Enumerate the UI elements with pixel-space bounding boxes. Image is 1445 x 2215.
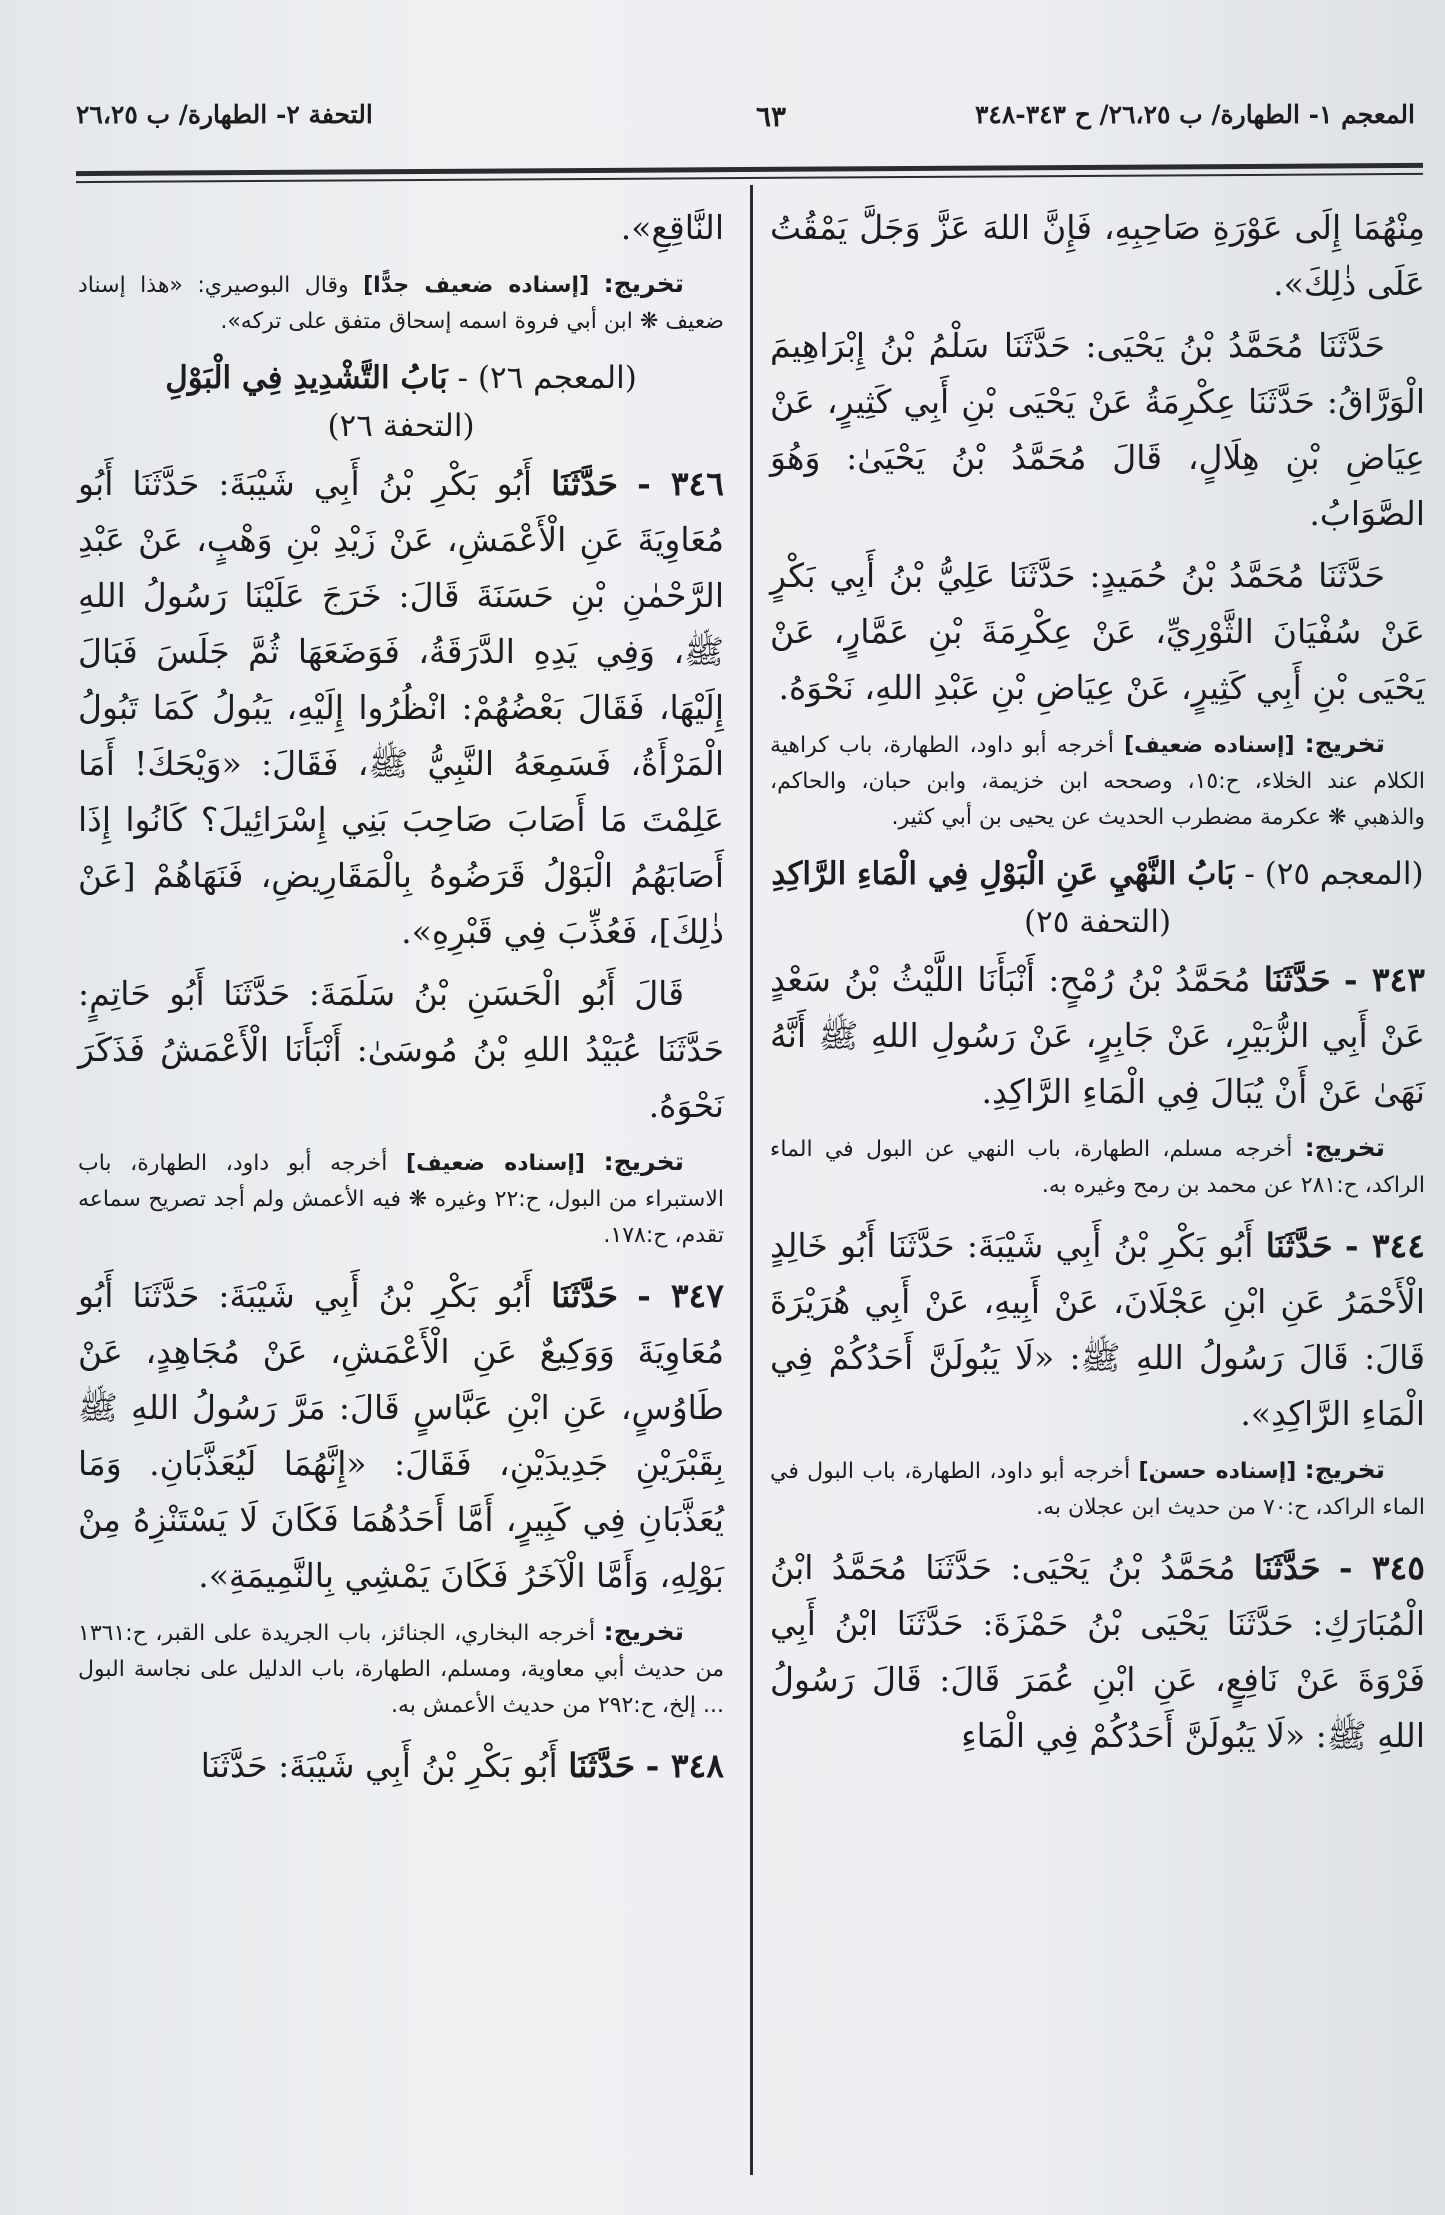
takhrij-note xyxy=(770,1452,1425,1526)
hadith-number: ٣٤٧ - xyxy=(637,1276,725,1315)
takhrij-text: أخرجه أبو داود، الطهارة، باب الاستبراء من البول، ح:٢٢ وغيره ❋ فيه الأعمش ولم أجد تصريح سماعه تقدم، ح:١٧٨. xyxy=(78,1151,724,1248)
chapter-heading xyxy=(78,354,724,450)
continued-text: مِنْهُمَا إِلَى عَوْرَةِ صَاحِبِهِ، فَإِنَّ اللهَ عَزَّ وَجَلَّ يَمْقُتُ عَلَى ذٰلِكَ». xyxy=(770,208,1425,303)
chapter-mujam-number: (المعجم ٢٥) - xyxy=(1244,856,1424,892)
takhrij-label: تخريج: xyxy=(603,1147,685,1176)
isnad-grade: [إسناده ضعيف] xyxy=(406,1151,585,1176)
hadith-347 xyxy=(78,1268,724,1604)
hadith-text: أَبُو بَكْرِ بْنُ أَبِي شَيْبَةَ: حَدَّثَنَا أَبُو مُعَاوِيَةَ وَوَكِيعٌ عَنِ الْأَعْمَشِ، عَنْ مُجَاهِدٍ، عَنْ طَاوُسٍ، عَنِ ابْنِ عَبَّاسٍ قَالَ: مَرَّ رَسُولُ اللهِ ﷺ بِقَبْرَيْنِ جَدِيدَيْنِ، فَقَالَ: «إِنَّهُمَا لَيُعَذَّبَانِ. وَمَا يُعَذَّبَانِ فِي كَبِيرٍ، أَمَّا أَحَدُهُمَا فَكَانَ لَا يَسْتَنْزِهُ مِنْ بَوْلِهِ، وَأَمَّا الْآخَرُ فَكَانَ يَمْشِي بِالنَّمِيمَةِ». xyxy=(78,1276,724,1595)
hadith-lead: حَدَّثَنَا xyxy=(551,1276,619,1315)
hadith-text: أَبُو بَكْرِ بْنُ أَبِي شَيْبَةَ: حَدَّثَنَا أَبُو خَالِدٍ الْأَحْمَرُ عَنِ ابْنِ عَجْلَانَ، عَنْ أَبِيهِ، عَنْ أَبِي هُرَيْرَةَ قَالَ: قَالَ رَسُولُ اللهِ ﷺ: «لَا يَبُولَنَّ أَحَدُكُمْ فِي الْمَاءِ الرَّاكِدِ». xyxy=(770,1226,1425,1433)
takhrij-text: أخرجه أبو داود، الطهارة، باب كراهية الكلام عند الخلاء، ح:١٥، وصححه ابن خزيمة، وابن حبان، والحاكم، والذهبي ❋ عكرمة مضطرب الحديث عن يحيى بن أبي كثير. xyxy=(770,733,1425,830)
hadith-344 xyxy=(770,1218,1425,1442)
takhrij-label: تخريج: xyxy=(1304,1455,1386,1484)
hadith-lead: حَدَّثَنَا xyxy=(1265,1226,1333,1265)
hadith-number: ٣٤٥ - xyxy=(1338,1548,1425,1587)
header-tuhfa-ref: التحفة ٢- الطهارة/ ب ٢٦،٢٥ xyxy=(76,100,373,129)
header-mujam-ref: المعجم ١- الطهارة/ ب ٢٦،٢٥/ ح ٣٤٣-٣٤٨ xyxy=(975,100,1415,129)
chapter-title: بَابُ التَّشْدِيدِ فِي الْبَوْلِ xyxy=(165,360,448,396)
chapter-tuhfa-number: (التحفة ٢٥) xyxy=(1023,904,1172,940)
continued-text: النَّاقِعِ». xyxy=(620,208,724,247)
hadith-text: أَبُو بَكْرِ بْنُ أَبِي شَيْبَةَ: حَدَّثَنَا xyxy=(200,1746,558,1785)
takhrij-note xyxy=(770,726,1425,836)
hadith-text: مُحَمَّدُ بْنُ رُمْحٍ: أَنْبَأَنَا اللَّيْثُ بْنُ سَعْدٍ عَنْ أَبِي الزُّبَيْرِ، عَنْ جَابِرٍ، عَنْ رَسُولِ اللهِ ﷺ أَنَّهُ نَهَىٰ عَنْ أَنْ يُبَالَ فِي الْمَاءِ الرَّاكِدِ. xyxy=(770,960,1425,1111)
hadith-lead: حَدَّثَنَا xyxy=(1263,960,1331,999)
hadith-346 xyxy=(78,456,724,960)
chapter-tuhfa-number: (التحفة ٢٦) xyxy=(327,408,475,444)
takhrij-label: تخريج: xyxy=(1304,1133,1386,1162)
takhrij-text: وقال البوصيري: «هذا إسناد ضعيف ❋ ابن أبي فروة اسمه إسحاق متفق على تركه». xyxy=(78,273,724,334)
isnad-grade: [إسناده ضعيف] xyxy=(1124,733,1295,758)
hadith-chain: قَالَ أَبُو الْحَسَنِ بْنُ سَلَمَةَ: حَدَّثَنَا أَبُو حَاتِمٍ: حَدَّثَنَا عُبَيْدُ اللهِ بْنُ مُوسَىٰ: أَنْبَأَنَا الْأَعْمَشُ فَذَكَرَ نَحْوَهُ. xyxy=(78,974,724,1125)
page-number: ٦٣ xyxy=(756,100,787,133)
hadith-348 xyxy=(78,1738,724,1794)
takhrij-label: تخريج: xyxy=(603,1617,685,1646)
hadith-number: ٣٤٤ - xyxy=(1344,1226,1425,1265)
takhrij-note xyxy=(78,1144,724,1254)
chapter-mujam-number: (المعجم ٢٦) - xyxy=(457,360,637,396)
hadith-text: أَبُو بَكْرِ بْنُ أَبِي شَيْبَةَ: حَدَّثَنَا أَبُو مُعَاوِيَةَ عَنِ الْأَعْمَشِ، عَنْ زَيْدِ بْنِ وَهْبٍ، عَنْ عَبْدِ الرَّحْمٰنِ بْنِ حَسَنَةَ قَالَ: خَرَجَ عَلَيْنَا رَسُولُ اللهِ ﷺ، وَفِي يَدِهِ الدَّرَقَةُ، فَوَضَعَهَا ثُمَّ جَلَسَ فَبَالَ إِلَيْهَا، فَقَالَ بَعْضُهُمْ: انْظُرُوا إِلَيْهِ، يَبُولُ كَمَا تَبُولُ الْمَرْأَةُ، فَسَمِعَهُ النَّبِيُّ ﷺ، فَقَالَ: «وَيْحَكَ! أَمَا عَلِمْتَ مَا أَصَابَ صَاحِبَ بَنِي إِسْرَائِيلَ؟ كَانُوا إِذَا أَصَابَهُمُ الْبَوْلُ قَرَضُوهُ بِالْمَقَارِيضِ، فَنَهَاهُمْ [عَنْ ذٰلِكَ]، فَعُذِّبَ فِي قَبْرِهِ». xyxy=(78,464,724,951)
takhrij-label: تخريج: xyxy=(1304,729,1386,758)
right-column xyxy=(770,200,1425,1770)
hadith-lead: حَدَّثَنَا xyxy=(1253,1548,1321,1587)
hadith-chain: حَدَّثَنَا مُحَمَّدُ بْنُ يَحْيَى: حَدَّثَنَا سَلْمُ بْنُ إِبْرَاهِيمَ الْوَرَّاقُ: حَدَّثَنَا عِكْرِمَةُ عَنْ يَحْيَى بْنِ أَبِي كَثِيرٍ، عَنْ عِيَاضِ بْنِ هِلَالٍ، قَالَ مُحَمَّدُ بْنُ يَحْيَىٰ: وَهُوَ الصَّوَابُ. xyxy=(770,326,1425,533)
takhrij-text: أخرجه أبو داود، الطهارة، باب البول في الماء الراكد، ح:٧٠ من حديث ابن عجلان به. xyxy=(770,1459,1425,1520)
takhrij-text: أخرجه البخاري، الجنائز، باب الجريدة على القبر، ح:١٣٦١ من حديث أبي معاوية، ومسلم، الطهارة، باب الدليل على نجاسة البول ... إلخ، ح:٢٩٢ من حديث الأعمش به. xyxy=(78,1621,724,1718)
chapter-heading xyxy=(770,850,1425,946)
hadith-number: ٣٤٣ - xyxy=(1343,960,1426,999)
hadith-text: مُحَمَّدُ بْنُ يَحْيَى: حَدَّثَنَا مُحَمَّدُ ابْنُ الْمُبَارَكِ: حَدَّثَنَا يَحْيَى بْنُ حَمْزَةَ: حَدَّثَنَا ابْنُ أَبِي فَرْوَةَ عَنْ نَافِعٍ، عَنِ ابْنِ عُمَرَ قَالَ: قَالَ رَسُولُ اللهِ ﷺ: «لَا يَبُولَنَّ أَحَدُكُمْ فِي الْمَاءِ xyxy=(770,1548,1425,1755)
left-column xyxy=(78,200,724,1800)
isnad-grade: [إسناده حسن] xyxy=(1138,1459,1297,1484)
takhrij-label: تخريج: xyxy=(603,269,684,298)
hadith-lead: حَدَّثَنَا xyxy=(551,464,619,503)
takhrij-note xyxy=(770,1130,1425,1204)
takhrij-note xyxy=(78,266,724,340)
hadith-number: ٣٤٨ - xyxy=(645,1746,724,1785)
running-head xyxy=(76,100,1415,140)
isnad-grade: [إسناده ضعيف جدًّا] xyxy=(363,273,590,298)
hadith-number: ٣٤٦ - xyxy=(637,464,725,503)
hadith-345 xyxy=(770,1540,1425,1764)
chapter-title: بَابُ النَّهْيِ عَنِ الْبَوْلِ فِي الْمَاءِ الرَّاكِدِ xyxy=(771,856,1235,892)
takhrij-text: أخرجه مسلم، الطهارة، باب النهي عن البول في الماء الراكد، ح:٢٨١ عن محمد بن رمح وغيره به. xyxy=(770,1137,1425,1198)
takhrij-note xyxy=(78,1614,724,1724)
hadith-chain: حَدَّثَنَا مُحَمَّدُ بْنُ حُمَيدٍ: حَدَّثَنَا عَلِيُّ بْنُ أَبِي بَكْرٍ عَنْ سُفْيَانَ الثَّوْرِيِّ، عَنْ عِكْرِمَةَ بْنِ عَمَّارٍ، عَنْ يَحْيَى بْنِ أَبِي كَثِيرٍ، عَنْ عِيَاضِ بْنِ عَبْدِ اللهِ، نَحْوَهُ. xyxy=(770,556,1425,707)
hadith-lead: حَدَّثَنَا xyxy=(568,1746,636,1785)
hadith-343 xyxy=(770,952,1425,1120)
column-divider xyxy=(750,185,753,2175)
